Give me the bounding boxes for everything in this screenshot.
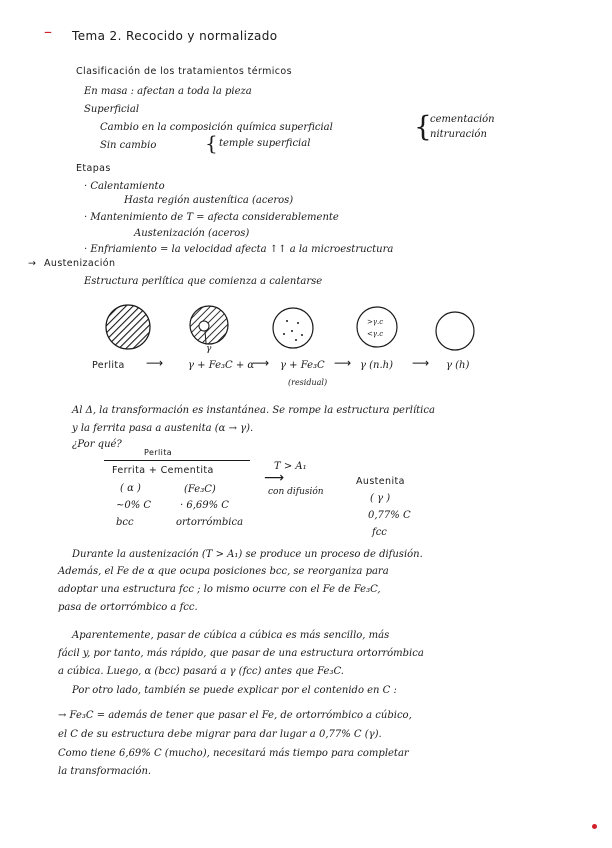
parrafo2-line-2: fácil y, por tanto, más rápido, que pasar de una estructura ortorrómbica: [58, 648, 424, 659]
porque-text: ¿Por qué?: [72, 439, 122, 450]
residual-label: (residual): [288, 378, 328, 387]
perlita-label: Perlita: [92, 360, 125, 371]
fe3c-label: (Fe₃C): [184, 484, 216, 495]
austenita-label: Austenita: [356, 476, 405, 487]
perlita-circle: [106, 305, 150, 349]
carbon-austenita: 0,77% C: [368, 510, 411, 521]
gamma-nucleus: [199, 321, 209, 331]
temple-text: temple superficial: [219, 138, 311, 149]
page-title: Tema 2. Recocido y normalizado: [72, 29, 278, 43]
parrafo2-line-6: el C de su estructura debe migrar para dar lugar a 0,77% C (γ).: [58, 729, 382, 740]
chain-step-4: γ (h): [446, 360, 470, 371]
chain-step-3: γ (n.h): [360, 360, 394, 371]
calentamiento-text: · Calentamiento: [84, 181, 165, 192]
austenizacion-heading: Austenización: [44, 258, 116, 269]
parrafo2-line-3: a cúbica. Luego, α (bcc) pasará a γ (fcc) antes que Fe₃C.: [58, 666, 344, 677]
chain-arrow-1: ⟶: [146, 356, 164, 370]
parrafo2-line-5: → Fe₃C = además de tener que pasar el Fe, de ortorrómbico a cúbico,: [58, 710, 412, 721]
cambio-text: Cambio en la composición química superficial: [100, 122, 333, 133]
homogeneous-circle: [436, 312, 474, 350]
parrafo1-line-1: Durante la austenización (T > A₁) se produce un proceso de difusión.: [72, 549, 423, 560]
parrafo2-line-7: Como tiene 6,69% C (mucho), necesitará más tiempo para completar: [58, 748, 409, 759]
parrafo2-line-4: Por otro lado, también se puede explicar por el contenido en C :: [72, 685, 397, 696]
superficial-text: Superficial: [84, 104, 140, 115]
title-dash: –: [44, 22, 52, 41]
bcc-label: bcc: [116, 517, 134, 528]
sin-cambio-text: Sin cambio: [100, 140, 157, 151]
masa-text: En masa : afectan a toda la pieza: [84, 86, 252, 97]
transformacion-line-1: Al Δ, la transformación es instantánea. Se rompe la estructura perlítica: [72, 405, 435, 416]
ortorrombica-label: ortorrómbica: [176, 517, 244, 528]
gamma-austenita-label: ( γ ): [370, 493, 391, 504]
residual-circle: [273, 308, 313, 348]
temple-brace: {: [205, 131, 218, 155]
parrafo2-line-1: Aparentemente, pasar de cúbica a cúbica es más sencillo, más: [72, 630, 390, 641]
condicion-label: T > A₁: [274, 461, 307, 472]
parrafo1-line-3: adoptar una estructura fcc ; lo mismo ocurre con el Fe de Fe₃C,: [58, 584, 381, 595]
carbon-cementita: · 6,69% C: [180, 500, 229, 511]
chain-step-2: γ + Fe₃C: [280, 360, 325, 371]
tipos-brace: {: [414, 110, 432, 143]
red-dot: [592, 824, 597, 829]
chain-step-1: γ + Fe₃C + α: [188, 360, 255, 371]
chain-arrow-2: ⟶: [252, 356, 270, 370]
parrafo2-line-8: la transformación.: [58, 766, 152, 777]
mantenimiento-text: · Mantenimiento de T = afecta considerablemente: [84, 212, 339, 223]
enfriamiento-text: · Enfriamiento = la velocidad afecta ↑↑ a la microestructura: [84, 244, 394, 255]
gamma-nucleus-label: γ: [206, 344, 212, 354]
parrafo1-line-2: Además, el Fe de α que ocupa posiciones bcc, se reorganiza para: [58, 566, 389, 577]
fcc-label: fcc: [372, 527, 387, 538]
transformacion-arrow: ⟶: [264, 470, 285, 486]
ferrita-cementita-label: Ferrita + Cementita: [112, 465, 214, 476]
cementacion-text: cementación: [430, 114, 495, 125]
transformacion-line-2: y la ferrita pasa a austenita (α → γ).: [72, 423, 254, 434]
austenizacion-heading-arrow: →: [28, 258, 37, 269]
chain-arrow-3: ⟶: [334, 356, 352, 370]
alpha-label: ( α ): [120, 483, 141, 494]
perlita-underline: [104, 460, 250, 461]
perlita-small-label: Perlita: [144, 448, 173, 457]
estructura-text: Estructura perlítica que comienza a calentarse: [84, 276, 323, 287]
parrafo1-line-4: pasa de ortorrómbico a fcc.: [58, 602, 198, 613]
chain-arrow-4: ⟶: [412, 356, 430, 370]
difusion-label: con difusión: [268, 487, 324, 497]
clasificacion-heading: Clasificación de los tratamientos térmicos: [76, 66, 292, 77]
etapas-heading: Etapas: [76, 163, 111, 174]
carbon-ferrita: ~0% C: [116, 500, 152, 511]
nitruracion-text: nitruración: [430, 129, 487, 140]
circle-bottom-label: <γ.c: [367, 330, 384, 338]
austenizacion-aceros-text: Austenización (aceros): [134, 228, 250, 239]
hasta-text: Hasta región austenítica (aceros): [124, 195, 294, 206]
circle-top-label: >γ.c: [367, 318, 384, 326]
